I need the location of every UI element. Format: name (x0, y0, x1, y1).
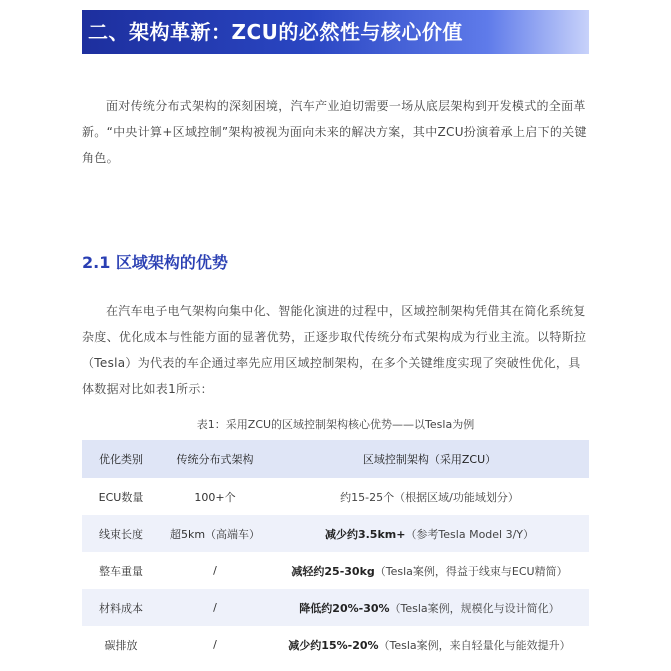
table-row (82, 589, 589, 626)
cell-zonal-note: 约15-25个（根据区域/功能域划分） (340, 490, 519, 504)
header-zonal: 区域控制架构（采用ZCU） (270, 440, 589, 478)
subsection-heading: 2.1 区域架构的优势 (82, 253, 228, 272)
subsection-paragraph: 在汽车电子电气架构向集中化、智能化演进的过程中，区域控制架构凭借其在简化系统复杂度、优化成本与性能方面的显著优势，正逐步取代传统分布式架构成为行业主流。以特斯拉（Tesla）为代表的车企通过率先应用区域控制架构，在多个关键维度实现了突破性优化，具体数据对比如表1所示： (82, 304, 587, 396)
cell-zonal-note: （Tesla案例，来自轻量化与能效提升） (378, 638, 571, 652)
cell-traditional: 100+个 (194, 490, 236, 504)
cell-zonal-highlight: 减轻约25-30kg (291, 564, 375, 578)
table-row (82, 552, 589, 589)
section-title-banner: 二、架构革新：ZCU的必然性与核心价值 (82, 10, 589, 54)
cell-traditional: 超5km（高端车） (160, 515, 270, 552)
cell-zonal-highlight: 降低约20%-30% (299, 601, 390, 615)
cell-zonal-note: （参考Tesla Model 3/Y） (405, 527, 535, 541)
cell-zonal-highlight: 减少约3.5km+ (324, 527, 406, 541)
header-traditional: 传统分布式架构 (160, 440, 270, 478)
cell-category: 整车重量 (99, 564, 143, 578)
cell-zonal (270, 589, 589, 626)
cell-zonal-highlight: 减少约15%-20% (288, 638, 379, 652)
cell-zonal-note: （Tesla案例，规模化与设计简化） (389, 601, 560, 615)
cell-zonal-note: （Tesla案例，得益于线束与ECU精简） (374, 564, 568, 578)
intro-paragraph: 面对传统分布式架构的深刻困境，汽车产业迫切需要一场从底层架构到开发模式的全面革新。“中央计算+区域控制”架构被视为面向未来的解决方案，其中ZCU扮演着承上启下的关键角色。 (82, 99, 587, 165)
table-caption: 表1：采用ZCU的区域控制架构核心优势——以Tesla为例 (196, 418, 475, 431)
cell-traditional: / (213, 564, 217, 577)
comparison-table (82, 440, 589, 663)
cell-zonal (270, 626, 589, 663)
cell-traditional: / (160, 589, 270, 626)
cell-category: 材料成本 (82, 589, 160, 626)
cell-zonal (270, 552, 589, 589)
cell-category: 碳排放 (104, 638, 138, 652)
table-row (82, 515, 589, 552)
cell-category: 线束长度 (82, 515, 160, 552)
cell-zonal (270, 478, 589, 515)
table-row (82, 478, 589, 515)
table-row (82, 626, 589, 663)
header-category: 优化类别 (82, 440, 160, 478)
cell-traditional: / (213, 638, 217, 651)
table-header-row (82, 440, 589, 478)
cell-category: ECU数量 (98, 490, 144, 504)
cell-zonal (270, 515, 589, 552)
